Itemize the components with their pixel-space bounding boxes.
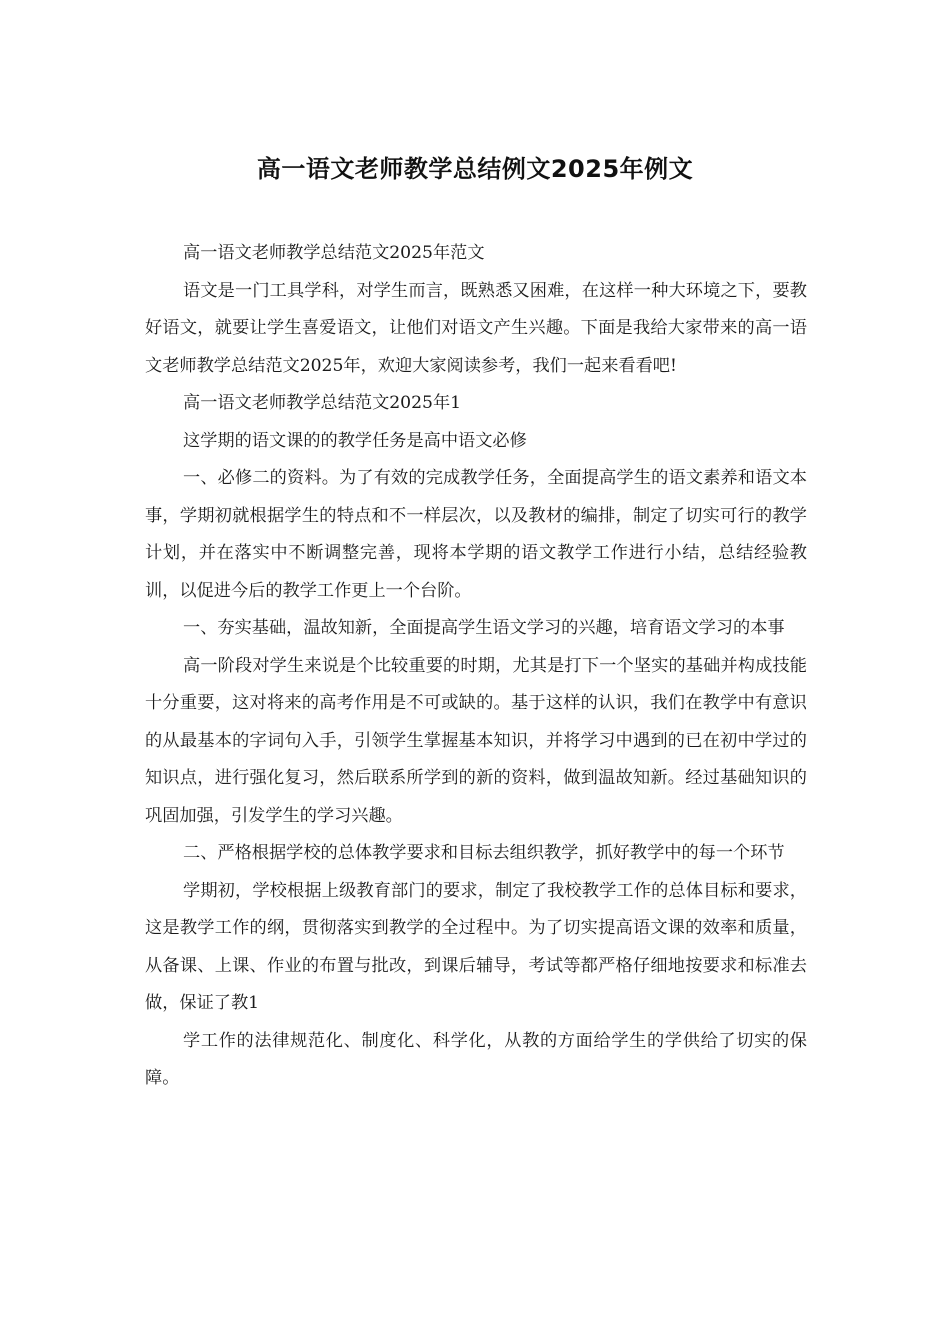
paragraph: 高一阶段对学生来说是个比较重要的时期，尤其是打下一个坚实的基础并构成技能十分重要，这对将来的高考作用是不可或缺的。基于这样的认识，我们在教学中有意识的从最基本的字词句入手，引领学生掌握基本知识，并将学习中遇到的已在初中学过的知识点，进行强化复习，然后联系所学到的新的资料，做到温故知新。经过基础知识的巩固加强，引发学生的学习兴趣。 (145, 655, 807, 826)
paragraph: 这学期的语文课的的教学任务是高中语文必修 (183, 430, 527, 451)
paragraph: 一、夯实基础，温故知新，全面提高学生语文学习的兴趣，培育语文学习的本事 (183, 618, 785, 638)
document-body (145, 235, 807, 1098)
paragraph: 一、必修二的资料。为了有效的完成教学任务，全面提高学生的语文素养和语文本事，学期初就根据学生的特点和不一样层次，以及教材的编排，制定了切实可行的教学计划，并在落实中不断调整完善，现将本学期的语文教学工作进行小结，总结经验教训，以促进今后的教学工作更上一个台阶。 (145, 468, 807, 601)
paragraph: 高一语文老师教学总结范文2025年1 (183, 393, 462, 413)
paragraph: 高一语文老师教学总结范文2025年范文 (183, 243, 485, 263)
paragraph: 语文是一门工具学科，对学生而言，既熟悉又困难，在这样一种大环境之下，要教好语文，就要让学生喜爱语文，让他们对语文产生兴趣。下面是我给大家带来的高一语文老师教学总结范文2025年，欢迎大家阅读参考，我们一起来看看吧! (145, 280, 807, 376)
paragraph: 二、严格根据学校的总体教学要求和目标去组织教学，抓好教学中的每一个环节 (183, 843, 785, 863)
paragraph: 学工作的法律规范化、制度化、科学化，从教的方面给学生的学供给了切实的保障。 (145, 1030, 807, 1088)
paragraph: 学期初，学校根据上级教育部门的要求，制定了我校教学工作的总体目标和要求，这是教学工作的纲，贯彻落实到教学的全过程中。为了切实提高语文课的效率和质量，从备课、上课、作业的布置与批改，到课后辅导，考试等都严格仔细地按要求和标准去做，保证了教1 (145, 880, 807, 1013)
document-title: 高一语文老师教学总结例文2025年例文 (256, 155, 694, 183)
